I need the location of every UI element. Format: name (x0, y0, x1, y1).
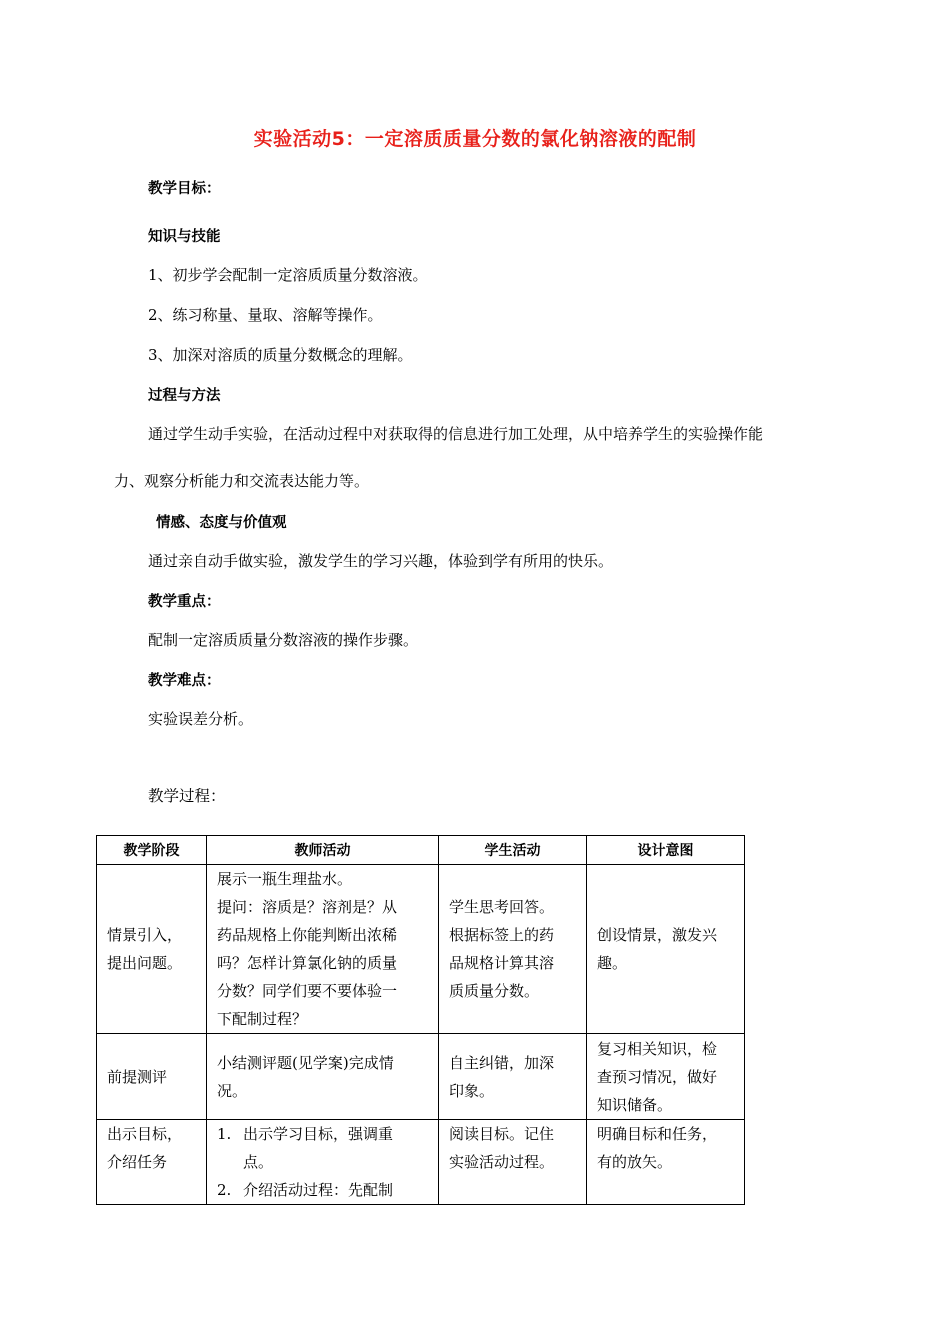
process-text-line1: 通过学生动手实验，在活动过程中对获取得的信息进行加工处理，从中培养学生的实验操作能 (148, 425, 764, 443)
knowledge-item-1: 1、初步学会配制一定溶质质量分数溶液。 (148, 266, 428, 284)
teacher-list-item: 2. 介绍活动过程：先配制 (217, 1181, 394, 1199)
header-teacher: 教师活动 (207, 836, 439, 865)
table-row (97, 1034, 745, 1120)
header-student: 学生活动 (439, 836, 587, 865)
teacher-cell: 1. 出示学习目标，强调重 点。 2. 介绍活动过程：先配制 (207, 1120, 439, 1205)
student-cell: 阅读目标。记住 实验活动过程。 (439, 1120, 587, 1205)
knowledge-item-3: 3、加深对溶质的质量分数概念的理解。 (148, 346, 413, 364)
teacher-cell: 小结测评题(见学案)完成情 况。 (207, 1034, 439, 1120)
procedure-table (96, 835, 745, 1205)
header-stage: 教学阶段 (97, 836, 207, 865)
stage-cell: 前提测评 (97, 1034, 207, 1120)
difficulty-heading: 教学难点： (148, 673, 221, 689)
student-cell: 学生思考回答。 根据标签上的药 品规格计算其溶 质质量分数。 (439, 865, 587, 1034)
process-heading: 过程与方法 (148, 388, 221, 404)
emotion-text: 通过亲自动手做实验，激发学生的学习兴趣，体验到学有所用的快乐。 (148, 552, 614, 570)
key-text: 配制一定溶质质量分数溶液的操作步骤。 (148, 631, 419, 649)
table-row (97, 1120, 745, 1205)
stage-cell: 出示目标， 介绍任务 (97, 1120, 207, 1205)
knowledge-heading: 知识与技能 (148, 229, 221, 245)
intent-cell: 复习相关知识，检 查预习情况，做好 知识储备。 (587, 1034, 745, 1120)
intent-cell: 明确目标和任务， 有的放矢。 (587, 1120, 745, 1205)
table-row (97, 865, 745, 1034)
table-header-row (97, 836, 745, 865)
key-heading: 教学重点： (148, 594, 221, 610)
procedure-heading: 教学过程： (148, 787, 226, 805)
difficulty-text: 实验误差分析。 (148, 710, 254, 728)
header-intent: 设计意图 (587, 836, 745, 865)
student-cell: 自主纠错，加深 印象。 (439, 1034, 587, 1120)
emotion-heading: 情感、态度与价值观 (156, 515, 287, 531)
teacher-list-item: 1. 出示学习目标，强调重 (217, 1125, 394, 1143)
teacher-cell: 展示一瓶生理盐水。 提问：溶质是？溶剂是？从 药品规格上你能判断出浓稀 吗？怎样计算氯化钠的质量 分数？同学们要不要体验一 下配制过程？ (207, 865, 439, 1034)
document-title: 实验活动5：一定溶质质量分数的氯化钠溶液的配制 (253, 128, 697, 150)
objectives-heading: 教学目标： (148, 181, 221, 197)
process-text-line2: 力、观察分析能力和交流表达能力等。 (114, 472, 370, 490)
knowledge-item-2: 2、练习称量、量取、溶解等操作。 (148, 306, 383, 324)
intent-cell: 创设情景，激发兴 趣。 (587, 865, 745, 1034)
stage-cell: 情景引入， 提出问题。 (97, 865, 207, 1034)
